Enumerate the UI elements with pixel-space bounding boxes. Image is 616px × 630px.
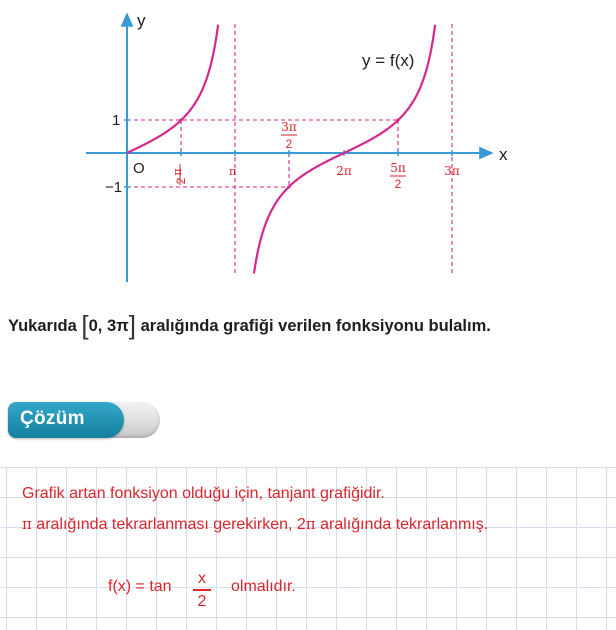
question-prefix: Yukarıda: [8, 317, 77, 335]
x-tick-label-5pi2-den: 2: [394, 177, 402, 191]
solution-line-2-mid: aralığında tekrarlanması gerekirken, 2: [31, 516, 306, 533]
y-tick-label-1: 1: [112, 112, 121, 129]
x-tick-label-3pi: 3π: [444, 164, 460, 178]
function-graph: [0, 0, 616, 300]
question-suffix: aralığında grafiği verilen fonksiyonu bulalım.: [140, 317, 491, 335]
fraction-bars: [180, 135, 406, 185]
x-tick-label-pi2-den: 2: [174, 177, 188, 185]
x-tick-label-3pi2-den: 2: [285, 137, 293, 151]
x-tick-label-pi2-num: π: [171, 168, 184, 176]
formula-denominator: 2: [197, 592, 207, 610]
solution-line-2-pi2: π: [305, 515, 316, 533]
interval-value: 0, 3π: [88, 317, 129, 335]
formula-left: f(x) = tan: [108, 578, 172, 595]
question-text: [8, 312, 612, 339]
x-tick-label-2pi: 2π: [336, 164, 352, 178]
x-tick-label-denominators: [174, 137, 402, 191]
solution-header-badge: [4, 402, 162, 438]
y-tick-label-neg1: −1: [105, 179, 123, 196]
function-label: y = f(x): [362, 51, 415, 70]
x-tick-label-5pi2-num: 5π: [390, 161, 406, 175]
formula-tail: olmalıdır.: [231, 578, 296, 595]
origin-label: O: [133, 160, 145, 177]
x-tick-label-pi: π: [229, 165, 237, 178]
formula-numerator: x: [198, 570, 206, 587]
x-tick-label-3pi2-num: 3π: [281, 120, 297, 134]
interval-bracket-open: [: [81, 310, 89, 340]
solution-line-2: [22, 515, 488, 534]
solution-line-1: Grafik artan fonksiyon olduğu için, tanjant grafiğidir.: [22, 485, 385, 502]
formula-fraction: [193, 569, 211, 611]
y-axis-label: y: [137, 11, 146, 30]
x-tick-labels: [171, 120, 460, 178]
formula-fraction-bar: [193, 589, 211, 591]
solution-header-label: Çözüm: [20, 408, 85, 429]
interval-bracket-close: ]: [128, 310, 137, 340]
point-3pi2-neg1: [287, 185, 290, 188]
point-pi2-1: [179, 118, 182, 121]
solution-line-2-end: aralığında tekrarlanmış.: [315, 516, 489, 533]
solution-line-2-pi: π: [22, 515, 32, 533]
point-5pi2-1: [396, 118, 399, 121]
x-axis-label: x: [499, 145, 508, 164]
